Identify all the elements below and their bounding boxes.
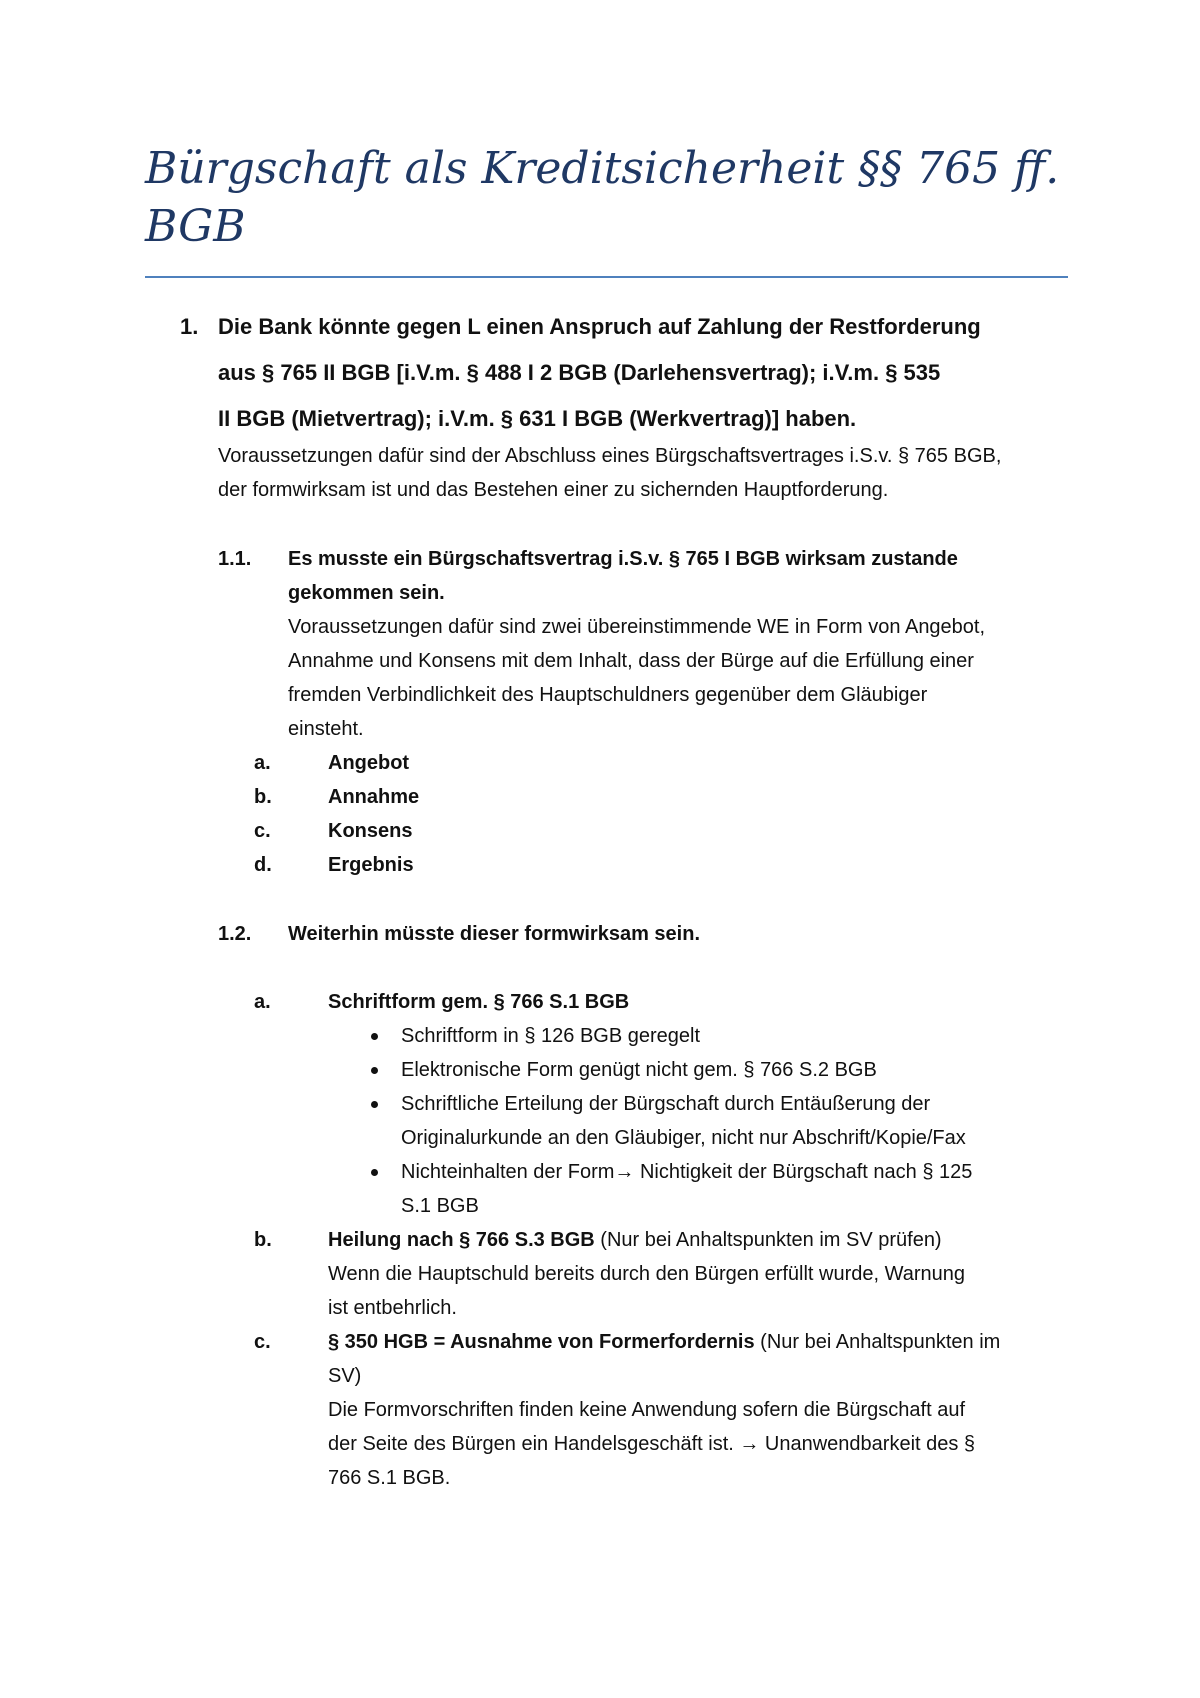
section-1-1-body-line-1: Voraussetzungen dafür sind zwei übereinstimmende WE in Form von Angebot, [288,616,986,638]
section-1-2-number: 1.2. [218,923,252,945]
item-c-heading-bold: § 350 HGB = Ausnahme von Formerfordernis [328,1331,755,1353]
section-1-1-heading-line-1: Es musste ein Bürgschaftsvertrag i.S.v. § 765 I BGB wirksam zustande [288,548,958,570]
item-c-body-line-3: 766 S.1 BGB. [328,1467,451,1489]
item-a-heading: Schriftform gem. § 766 S.1 BGB [328,991,630,1013]
item-c-heading-continuation: SV) [328,1365,362,1387]
section-1-1-heading-line-2: gekommen sein. [288,582,445,604]
section-1-number: 1. [180,314,199,339]
item-b-heading [328,1228,942,1252]
item-c-heading [328,1330,1000,1354]
list-item-letter: b. [254,786,272,808]
list-item-letter: c. [254,820,271,842]
list-item-konsens: Konsens [328,820,413,842]
title-line-1: Bürgschaft als Kreditsicherheit §§ 765 ff. [145,143,1060,194]
document-title [145,140,1075,256]
item-c-body-line-1: Die Formvorschriften finden keine Anwendung sofern die Bürgschaft auf [328,1399,966,1421]
section-1-1-body-line-3: fremden Verbindlichkeit des Hauptschuldners gegenüber dem Gläubiger [288,684,928,706]
list-item-ergebnis: Ergebnis [328,854,414,876]
bullet-item-continuation: S.1 BGB [401,1195,479,1217]
bullet-item: Schriftliche Erteilung der Bürgschaft durch Entäußerung der [401,1093,931,1115]
item-a-letter: a. [254,991,271,1013]
section-1-heading-line-1: Die Bank könnte gegen L einen Anspruch auf Zahlung der Restforderung [218,314,981,339]
bullet-item: Nichteinhalten der Form→ Nichtigkeit der Bürgschaft nach § 125 [401,1161,973,1183]
item-c-heading-note: (Nur bei Anhaltspunkten im [754,1331,1001,1353]
section-1-1-body-line-2: Annahme und Konsens mit dem Inhalt, dass der Bürge auf die Erfüllung einer [288,650,974,672]
item-b-heading-bold: Heilung nach § 766 S.3 BGB [328,1229,595,1251]
section-1-1-number: 1.1. [218,548,252,570]
item-b-body-line-2: ist entbehrlich. [328,1297,457,1319]
bullet-item-continuation: Originalurkunde an den Gläubiger, nicht nur Abschrift/Kopie/Fax [401,1127,966,1149]
list-item-angebot: Angebot [328,752,410,774]
bullet-item: Elektronische Form genügt nicht gem. § 766 S.2 BGB [401,1059,877,1081]
item-c-letter: c. [254,1331,271,1353]
section-1-body-line-1: Voraussetzungen dafür sind der Abschluss eines Bürgschaftsvertrages i.S.v. § 765 BGB, [218,445,1002,467]
section-1-body-line-2: der formwirksam ist und das Bestehen einer zu sichernden Hauptforderung. [218,479,889,501]
title-line-2: BGB [145,201,246,252]
list-item-letter: d. [254,854,272,876]
title-underline [145,276,1068,278]
bullet-item: Schriftform in § 126 BGB geregelt [401,1025,701,1047]
bullet-dot-icon [371,1101,378,1108]
item-b-heading-note: (Nur bei Anhaltspunkten im SV prüfen) [594,1229,942,1251]
bullet-dot-icon [371,1033,378,1040]
list-item-letter: a. [254,752,271,774]
item-c-body-line-2: der Seite des Bürgen ein Handelsgeschäft ist. → Unanwendbarkeit des § [328,1433,976,1455]
item-b-letter: b. [254,1229,272,1251]
section-1-heading-line-3: II BGB (Mietvertrag); i.V.m. § 631 I BGB (Werkvertrag)] haben. [218,406,857,431]
bullet-dot-icon [371,1067,378,1074]
section-1-2-heading: Weiterhin müsste dieser formwirksam sein. [288,923,701,945]
item-b-body-line-1: Wenn die Hauptschuld bereits durch den Bürgen erfüllt wurde, Warnung [328,1263,966,1285]
section-1-1-body-line-4: einsteht. [288,718,364,740]
section-1-heading-line-2: aus § 765 II BGB [i.V.m. § 488 I 2 BGB (Darlehensvertrag); i.V.m. § 535 [218,360,941,385]
list-item-annahme: Annahme [328,786,420,808]
bullet-dot-icon [371,1169,378,1176]
